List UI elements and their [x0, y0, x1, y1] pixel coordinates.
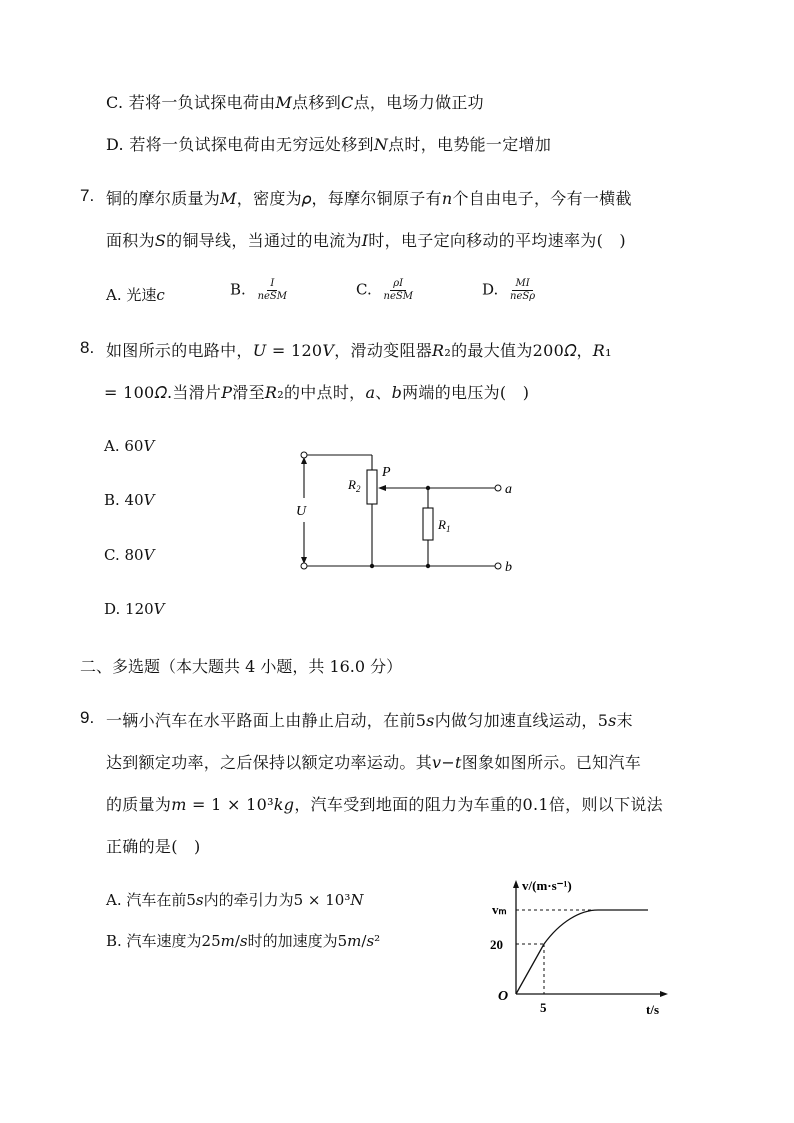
circuit-diagram	[290, 440, 530, 580]
q7-option-d-numerator: MI	[512, 278, 532, 291]
q7-line1: 铜的摩尔质量为𝑀，密度为𝜌，每摩尔铜原子有𝑛个自由电子，今有一横截	[106, 189, 632, 208]
q9-option-a: A. 汽车在前5𝑠内的牵引力为5 × 10³𝑁	[106, 891, 364, 909]
q6-option-d: D. 若将一负试探电荷由无穷远处移到𝑁点时，电势能一定增加	[106, 135, 552, 154]
q7-option-d	[482, 278, 538, 303]
vm-label: vₘ	[492, 902, 507, 917]
label-u: U	[296, 504, 307, 519]
terminal-top-left	[301, 452, 307, 458]
y-tick-20: 20	[490, 937, 503, 952]
q8-option-d: D. 120𝑉	[104, 600, 165, 618]
q7-option-b-label: B.	[230, 280, 246, 299]
q7-option-c-numerator: ρI	[390, 278, 406, 291]
q8-option-b: B. 40𝑉	[104, 491, 155, 509]
q7-number: 7.	[80, 186, 95, 205]
velocity-curve	[516, 910, 648, 994]
section-heading: 二、多选题（本大题共 4 小题，共 16.0 分）	[80, 657, 403, 676]
x-tick-5: 5	[540, 1000, 547, 1015]
q7-option-b	[230, 278, 290, 303]
q7-option-a: A. 光速𝑐	[106, 286, 165, 304]
q8-line2: = 100𝛺.当滑片𝑃滑至𝑅₂的中点时，𝑎、𝑏两端的电压为( )	[104, 383, 530, 402]
q8-option-a: A. 60𝑉	[104, 437, 155, 455]
junction-bottom-left	[370, 564, 374, 568]
x-axis-arrow-icon	[660, 991, 668, 997]
q7-option-d-fraction	[507, 278, 538, 303]
q9-line3: 的质量为𝑚 = 1 × 10³𝑘𝑔，汽车受到地面的阻力为车重的0.1倍，则以下说法	[106, 795, 663, 814]
r2-resistor	[367, 470, 377, 504]
x-axis-label: t/s	[646, 1002, 659, 1017]
r1-resistor	[423, 508, 433, 540]
terminal-b	[495, 563, 501, 569]
label-b: b	[505, 560, 512, 575]
label-r1: $R_1$	[438, 517, 451, 534]
origin-label: O	[498, 989, 509, 1004]
y-axis-arrow-icon	[513, 880, 519, 888]
q9-line1: 一辆小汽车在水平路面上由静止启动，在前5𝑠内做匀加速直线运动，5𝑠末	[106, 711, 633, 730]
q7-option-d-denominator: neSρ	[510, 291, 536, 302]
terminal-bottom-left	[301, 563, 307, 569]
vt-graph	[480, 876, 680, 1018]
terminal-a	[495, 485, 501, 491]
q8-line1: 如图所示的电路中，𝑈 = 120𝑉，滑动变阻器𝑅₂的最大值为200𝛺，𝑅₁	[106, 341, 612, 360]
label-a: a	[505, 482, 512, 497]
q8-option-c: C. 80𝑉	[104, 546, 155, 564]
q9-line2: 达到额定功率，之后保持以额定功率运动。其𝑣−𝑡图象如图所示。已知汽车	[106, 753, 642, 772]
q7-option-c-denominator: neSM	[383, 291, 413, 302]
q7-option-b-denominator: neSM	[257, 291, 288, 302]
q7-option-b-fraction	[255, 278, 290, 303]
q7-option-c-fraction	[381, 278, 416, 303]
q7-option-d-label: D.	[482, 280, 499, 299]
q8-number: 8.	[80, 338, 95, 357]
q7-option-b-numerator: I	[267, 278, 277, 291]
q6-option-c: C. 若将一负试探电荷由𝑀点移到𝐶点，电场力做正功	[106, 93, 484, 112]
label-r2: $R_2$	[348, 477, 361, 494]
q9-number: 9.	[80, 708, 95, 727]
q9-line4: 正确的是( )	[106, 837, 201, 856]
junction-top	[426, 486, 430, 490]
slider-arrow-icon	[378, 485, 386, 491]
q7-option-c	[356, 278, 416, 303]
q9-option-b: B. 汽车速度为25𝑚/𝑠时的加速度为5𝑚/𝑠²	[106, 932, 381, 950]
label-p: P	[382, 465, 391, 480]
junction-bottom-right	[426, 564, 430, 568]
q7-option-c-label: C.	[356, 280, 372, 299]
q7-line2: 面积为𝑆的铜导线，当通过的电流为𝐼时，电子定向移动的平均速率为( )	[106, 231, 626, 250]
y-axis-label: v/(m·s⁻¹)	[522, 878, 572, 893]
